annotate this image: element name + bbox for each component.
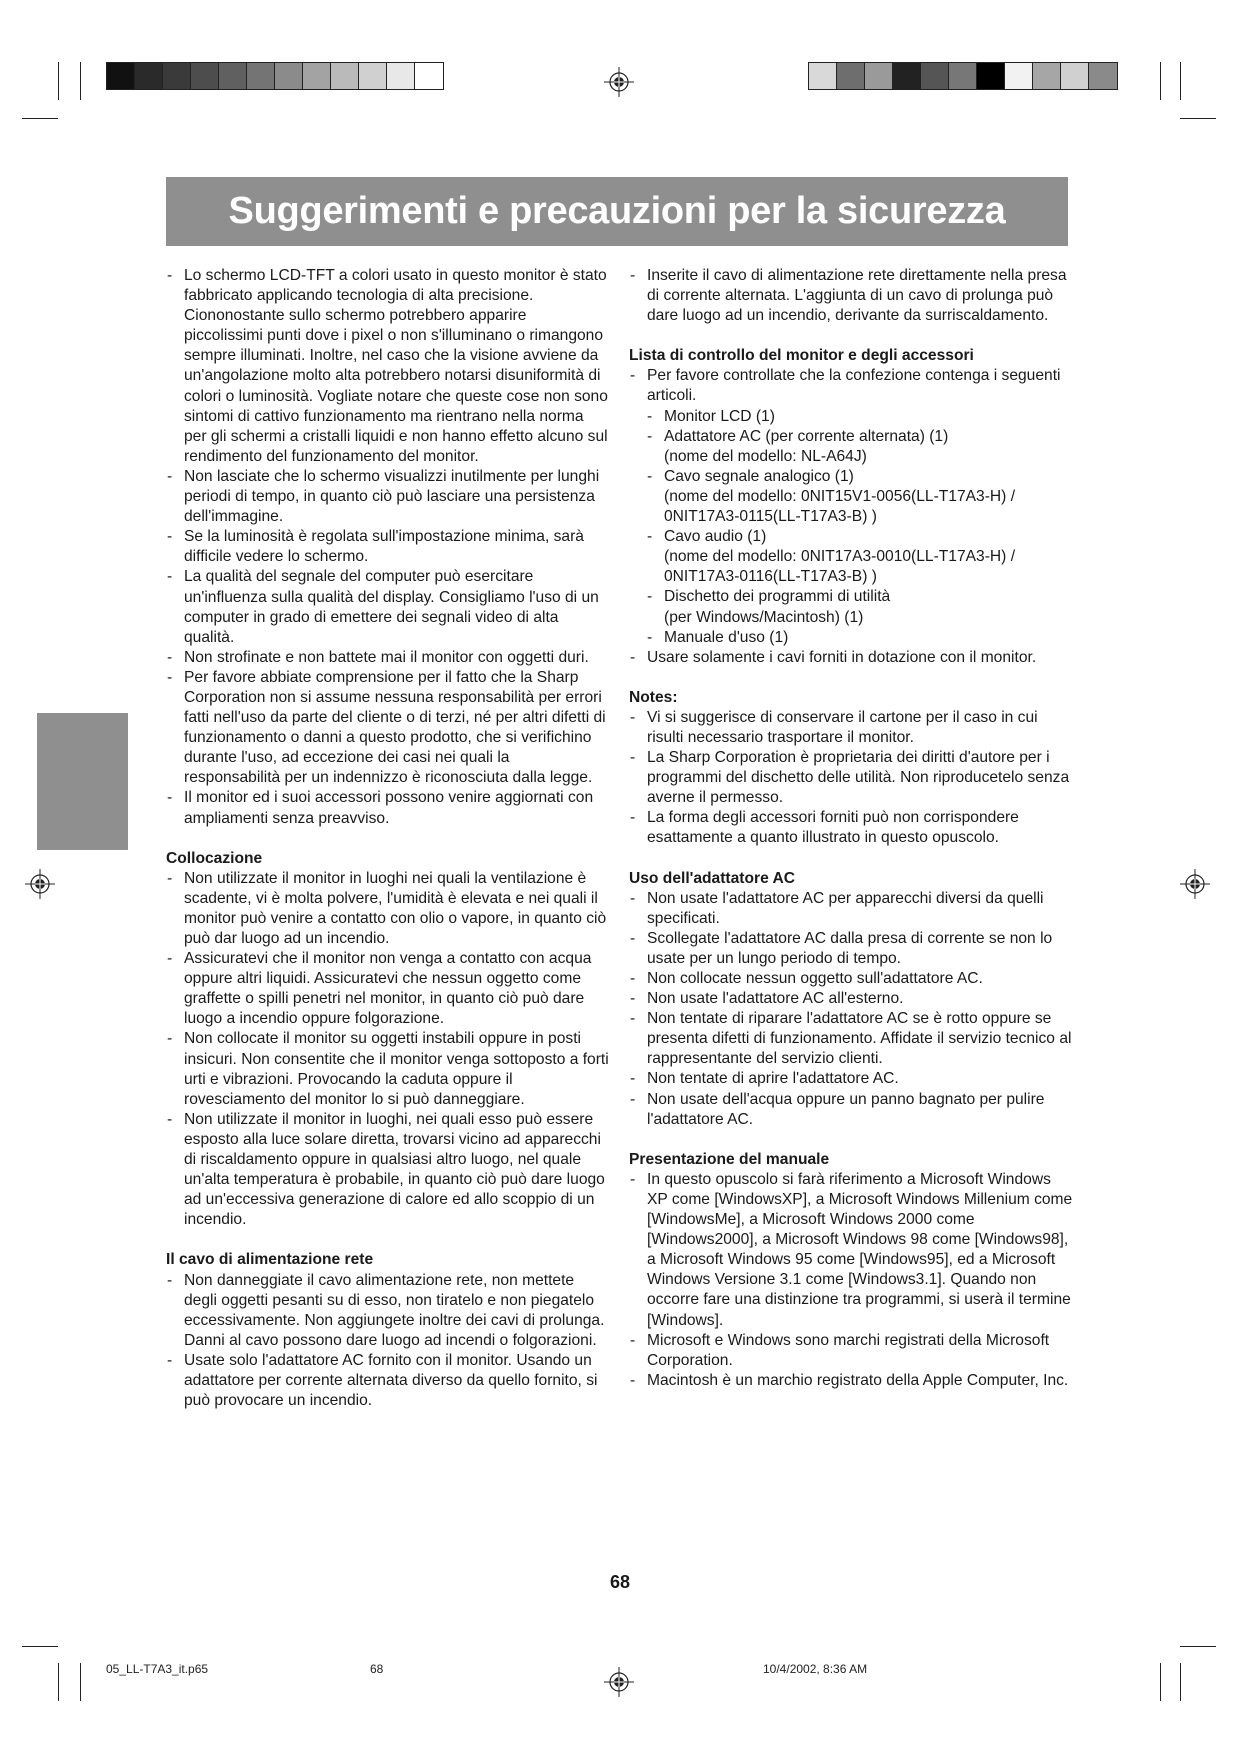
crop-mark <box>80 62 81 100</box>
section-heading-ac-adapter: Uso dell'adattatore AC <box>629 869 796 887</box>
color-swatch <box>977 63 1005 89</box>
item-line: (nome del modello: 0NIT17A3-0010(LL-T17A3-H) / <box>664 548 1016 566</box>
registration-target-icon <box>604 67 634 97</box>
color-swatch <box>1061 63 1089 89</box>
registration-target-icon <box>604 1667 634 1697</box>
color-swatch <box>107 63 135 89</box>
section-heading-manual: Presentazione del manuale <box>629 1150 830 1168</box>
list-item: - Se la luminosità è regolata sull'impostazione minima, sarà difficile vedere lo schermo. <box>166 527 609 567</box>
side-tab-marker <box>37 713 128 850</box>
item-line: - Cavo segnale analogico (1) <box>664 467 854 485</box>
footer-page: 68 <box>370 1662 384 1676</box>
power-cord-list <box>166 1271 609 1412</box>
list-item: - La Sharp Corporation è proprietaria dei diritti d'autore per i programmi del dischetto delle utilità. Non riproducetelo senza averne il permesso. <box>629 748 1074 808</box>
list-item: - Non utilizzate il monitor in luoghi nei quali la ventilazione è scadente, vi è molta polvere, l'umidità è elevata e nei quali il monitor può venire a contatto con olio o vapore, in quanto ciò può dar luogo ad un incendio. <box>166 869 609 949</box>
list-item: - Inserite il cavo di alimentazione rete direttamente nella presa di corrente alternata. L'aggiunta di un cavo di prolunga può dare luogo ad un incendio, derivante da surriscaldamento. <box>629 266 1074 326</box>
crop-mark <box>1180 1663 1181 1701</box>
item-line: - Adattatore AC (per corrente alternata) (1) <box>664 427 949 445</box>
section-heading-placement: Collocazione <box>166 849 263 867</box>
color-swatch <box>1033 63 1061 89</box>
color-bar-right <box>808 62 1118 90</box>
list-item: - Non tentate di riparare l'adattatore AC se è rotto oppure se presenta difetti di funzionamento. Affidate il servizio tecnico al rappresentante del servizio clienti. <box>629 1009 1074 1069</box>
color-swatch <box>359 63 387 89</box>
right-column <box>629 266 1074 1391</box>
registration-target-icon <box>1180 869 1210 899</box>
notes-list <box>629 708 1074 849</box>
item-line: 0NIT17A3-0116(LL-T17A3-B) ) <box>664 568 877 586</box>
section-heading-checklist: Lista di controllo del monitor e degli accessori <box>629 347 974 365</box>
list-item: - Non usate dell'acqua oppure un panno bagnato per pulire l'adattatore AC. <box>629 1090 1074 1130</box>
list-item: - Scollegate l'adattatore AC dalla presa di corrente se non lo usate per un lungo periodo di tempo. <box>629 929 1074 969</box>
checklist-list <box>629 366 1074 667</box>
checklist-item <box>646 527 1074 587</box>
item-line: - Monitor LCD (1) <box>664 407 775 425</box>
list-item: - Non usate l'adattatore AC per apparecchi diversi da quelli specificati. <box>629 889 1074 929</box>
list-item: - Macintosh è un marchio registrato della Apple Computer, Inc. <box>629 1371 1074 1391</box>
intro-list <box>166 266 609 829</box>
intro-list <box>629 266 1074 326</box>
ac-adapter-list <box>629 889 1074 1130</box>
list-item: - La forma degli accessori forniti può non corrispondere esattamente a quanto illustrato in questo opuscolo. <box>629 808 1074 848</box>
item-line: 0NIT17A3-0115(LL-T17A3-B) ) <box>664 508 877 526</box>
item-line: - Manuale d'uso (1) <box>664 628 789 646</box>
placement-list <box>166 869 609 1231</box>
checklist-item <box>646 427 1074 467</box>
color-swatch <box>191 63 219 89</box>
crop-mark <box>1180 118 1216 119</box>
page-number: 68 <box>609 1572 631 1592</box>
color-swatch <box>893 63 921 89</box>
list-item: - Assicuratevi che il monitor non venga a contatto con acqua oppure altri liquidi. Assicuratevi che nessun oggetto come graffette o spilli penetri nel monitor, in quanto ciò può dare luogo a incendio oppure folgorazione. <box>166 949 609 1029</box>
list-item: - Non collocate nessun oggetto sull'adattatore AC. <box>629 969 1074 989</box>
list-item: - Lo schermo LCD-TFT a colori usato in questo monitor è stato fabbricato applicando tecnologia di alta precisione. Ciononostante sullo schermo potrebbero apparire piccolissimi punti dove i pixel o non s'illuminano o rimangono sempre illuminati. Inoltre, nel caso che la visione avviene da un'angolazione molto alta potrebbero notarsi disuniformità di colori o luminosità. Vogliate notare che queste cose non sono sintomi di cattivo funzionamento ma rientrano nella norma per gli schermi a cristalli liquidi e non hanno effetto alcuno sul rendimento del funzionamento del monitor. <box>166 266 609 467</box>
section-heading-notes: Notes: <box>629 688 678 706</box>
crop-mark <box>1160 1663 1161 1701</box>
checklist-item <box>646 407 1074 427</box>
color-swatch <box>1089 63 1117 89</box>
list-item: - Per favore abbiate comprensione per il fatto che la Sharp Corporation non si assume nessuna responsabilità per errori fatti nell'uso da parte del cliente o di terzi, né per altri difetti di funzionamento o danni a questo prodotto, che si verifichino durante l'uso, ad eccezione dei casi nei quali la responsabilità per un indennizzo è riconosciuta dalla legge. <box>166 668 609 789</box>
checklist-intro: Per favore controllate che la confezione contenga i seguenti articoli. <box>647 367 1061 405</box>
manual-list <box>629 1170 1074 1391</box>
left-column <box>166 266 609 1411</box>
color-swatch <box>135 63 163 89</box>
crop-mark <box>80 1663 81 1701</box>
color-swatch <box>809 63 837 89</box>
list-item: - Non utilizzate il monitor in luoghi, nei quali esso può essere esposto alla luce solare diretta, trovarsi vicino ad apparecchi di riscaldamento oppure in qualsiasi altro luogo, nel quale un'alta temperatura è probabile, in quanto ciò può dare luogo ad un'eccessiva generazione di calore ed allo scoppio di un incendio. <box>166 1110 609 1231</box>
list-item: - In questo opuscolo si farà riferimento a Microsoft Windows XP come [WindowsXP], a Microsoft Windows Millenium come [WindowsMe], a Microsoft Windows 2000 come [Windows2000], a Microsoft Windows 98 come [Windows98], a Microsoft Windows 95 come [Windows95], ed a Microsoft Windows Versione 3.1 come [Windows3.1]. Quando non occorre fare una distinzione tra programmi, si userà il termine [Windows]. <box>629 1170 1074 1331</box>
item-line: - Dischetto dei programmi di utilità <box>664 588 891 606</box>
list-item: - Usare solamente i cavi forniti in dotazione con il monitor. <box>629 648 1074 668</box>
registration-target-icon <box>25 869 55 899</box>
crop-mark <box>1160 62 1161 100</box>
crop-mark <box>58 1663 59 1701</box>
checklist-item <box>646 467 1074 527</box>
checklist-item <box>646 587 1074 627</box>
list-item: - Non danneggiate il cavo alimentazione rete, non mettete degli oggetti pesanti su di esso, non tiratelo e non piegatelo eccessivamente. Non aggiungete inoltre dei cavi di prolunga. Danni al cavo possono dare luogo ad incendi o folgorazioni. <box>166 1271 609 1351</box>
crop-mark <box>1180 62 1181 100</box>
list-item: - Non usate l'adattatore AC all'esterno. <box>629 989 1074 1009</box>
list-item: - La qualità del segnale del computer può esercitare un'influenza sulla qualità del display. Consigliamo l'uso di un computer in grado di emettere dei segnali video di alta qualità. <box>166 567 609 647</box>
footer-filename: 05_LL-T7A3_it.p65 <box>106 1662 209 1676</box>
list-item: - Usate solo l'adattatore AC fornito con il monitor. Usando un adattatore per corrente alternata diverso da quello fornito, si può provocare un incendio. <box>166 1351 609 1411</box>
crop-mark <box>1180 1646 1216 1647</box>
color-swatch <box>921 63 949 89</box>
color-swatch <box>837 63 865 89</box>
color-swatch <box>865 63 893 89</box>
color-swatch <box>949 63 977 89</box>
crop-mark <box>22 1646 58 1647</box>
crop-mark <box>58 62 59 100</box>
color-swatch <box>275 63 303 89</box>
color-swatch <box>387 63 415 89</box>
list-item: - Il monitor ed i suoi accessori possono venire aggiornati con ampliamenti senza preavviso. <box>166 788 609 828</box>
item-line: (nome del modello: 0NIT15V1-0056(LL-T17A3-H) / <box>664 487 1016 505</box>
item-line: (per Windows/Macintosh) (1) <box>664 608 864 626</box>
checklist-sublist <box>629 407 1074 648</box>
item-line: - Cavo audio (1) <box>664 528 767 546</box>
item-line: (nome del modello: NL-A64J) <box>664 447 867 465</box>
color-swatch <box>1005 63 1033 89</box>
list-item: - Vi si suggerisce di conservare il cartone per il caso in cui risulti necessario trasportare il monitor. <box>629 708 1074 748</box>
list-item <box>629 366 1074 647</box>
color-swatch <box>415 63 443 89</box>
list-item: - Non collocate il monitor su oggetti instabili oppure in posti insicuri. Non consentite che il monitor venga sottoposto a forti urti e vibrazioni. Provocando la caduta oppure il rovesciamento del monitor lo si può danneggiare. <box>166 1029 609 1109</box>
title-banner <box>166 177 1068 246</box>
list-item: - Non tentate di aprire l'adattatore AC. <box>629 1069 1074 1089</box>
color-swatch <box>331 63 359 89</box>
checklist-item <box>646 628 1074 648</box>
list-item: - Non lasciate che lo schermo visualizzi inutilmente per lunghi periodi di tempo, in quanto ciò può lasciare una persistenza dell'immagine. <box>166 467 609 527</box>
page-title: Suggerimenti e precauzioni per la sicurezza <box>228 190 1006 232</box>
color-swatch <box>219 63 247 89</box>
crop-mark <box>22 118 58 119</box>
footer-date: 10/4/2002, 8:36 AM <box>763 1662 868 1676</box>
section-heading-power-cord: Il cavo di alimentazione rete <box>166 1251 374 1269</box>
list-item: - Microsoft e Windows sono marchi registrati della Microsoft Corporation. <box>629 1331 1074 1371</box>
color-swatch <box>163 63 191 89</box>
color-swatch <box>303 63 331 89</box>
color-bar-left <box>106 62 444 90</box>
list-item: - Non strofinate e non battete mai il monitor con oggetti duri. <box>166 648 609 668</box>
color-swatch <box>247 63 275 89</box>
